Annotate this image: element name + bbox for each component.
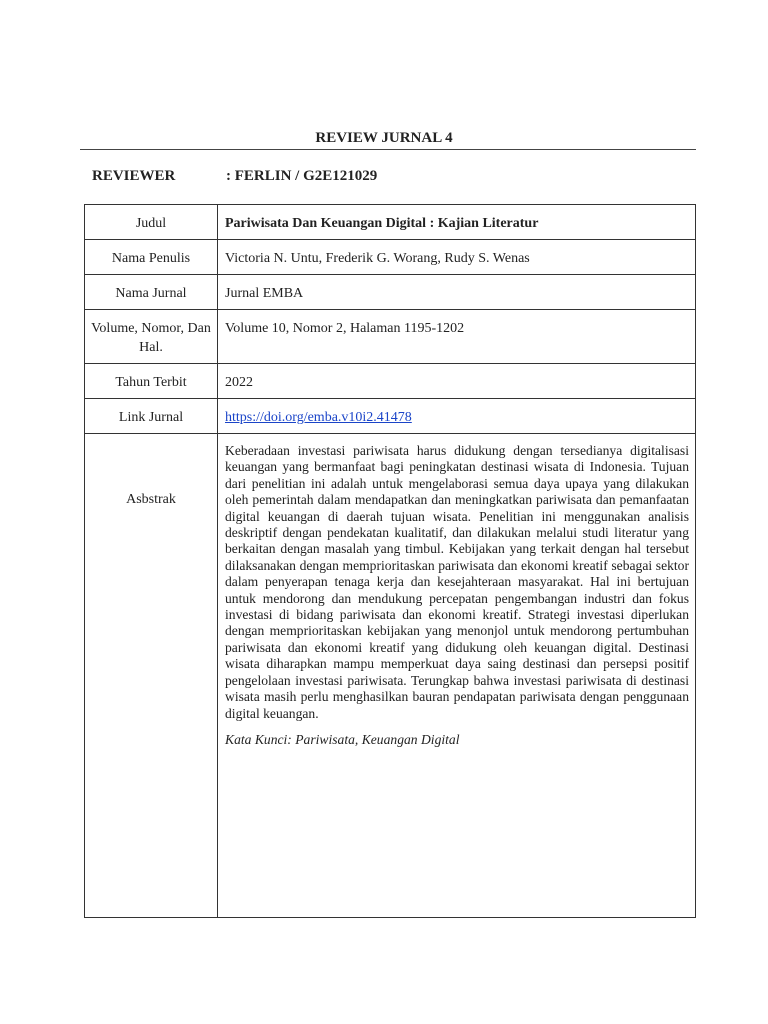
reviewer-label: REVIEWER (92, 168, 176, 184)
row-label-link-jurnal: Link Jurnal (85, 399, 218, 434)
abstract-text: Keberadaan investasi pariwisata harus didukung dengan tersedianya digitalisasi keuangan yang bermanfaat bagi peningkatan destinasi wisata di Indonesia. Tujuan dari penelitian ini adalah untuk mengelaborasi semua daya upaya yang dilakukan oleh pemerintah dalam mendapatkan dan meningkatkan pariwisata dan pemanfaatan digital keuangan di daerah tujuan wisata. Penelitian ini menggunakan analisis deskriptif dengan pendekatan kualitatif, dan dilakukan melalui studi literatur yang berkaitan dengan masalah yang timbul. Kebijakan yang terkait dengan hal tersebut dilaksanakan dengan memprioritaskan pariwisata dan ekonomi kreatif sebagai sektor dalam penyerapan tenaga kerja dan kesejahteraan masyarakat. Hal ini bertujuan untuk mendorong dan mendukung percepatan pengembangan industri dan fokus investasi di bidang pariwisata dan ekonomi kreatif. Strategi investasi diperlukan dengan memprioritaskan kebijakan yang menonjol untuk mendorong pertumbuhan pariwisata dan ekonomi kreatif yang didukung oleh keuangan digital. Destinasi wisata diharapkan mampu memperkuat daya saing destinasi dan persepsi positif pengelolaan investasi pariwisata. Terungkap bahwa investasi pariwisata di destinasi wisata masih perlu menghasilkan bauran pendapatan pariwisata dengan penggunaan digital keuangan. (225, 443, 689, 721)
row-value-nama-jurnal: Jurnal EMBA (218, 275, 696, 310)
row-value-abstrak (218, 434, 696, 918)
table-row-abstrak (85, 434, 696, 918)
row-value-nama-penulis: Victoria N. Untu, Frederik G. Worang, Rudy S. Wenas (218, 240, 696, 275)
row-label-nama-jurnal: Nama Jurnal (85, 275, 218, 310)
reviewer-value: : FERLIN / G2E121029 (226, 168, 378, 184)
review-table (84, 204, 696, 918)
table-row-link-jurnal (85, 399, 696, 434)
row-label-nama-penulis: Nama Penulis (85, 240, 218, 275)
table-row-nama-jurnal (85, 275, 696, 310)
table-row-tahun-terbit (85, 364, 696, 399)
reviewer-line (92, 168, 378, 185)
table-row-nama-penulis (85, 240, 696, 275)
keywords-text: Kata Kunci: Pariwisata, Keuangan Digital (225, 731, 460, 747)
document-title: REVIEW JURNAL 4 (315, 130, 453, 146)
row-label-tahun-terbit: Tahun Terbit (85, 364, 218, 399)
journal-link[interactable]: https://doi.org/emba.v10i2.41478 (225, 410, 412, 425)
row-value-volume: Volume 10, Nomor 2, Halaman 1195-1202 (218, 310, 696, 364)
title-divider (80, 149, 696, 150)
row-label-judul: Judul (85, 205, 218, 240)
row-value-link-jurnal (218, 399, 696, 434)
row-value-tahun-terbit: 2022 (218, 364, 696, 399)
row-value-judul: Pariwisata Dan Keuangan Digital : Kajian Literatur (218, 205, 696, 240)
table-row-judul (85, 205, 696, 240)
row-label-volume: Volume, Nomor, Dan Hal. (85, 310, 218, 364)
row-label-abstrak: Asbstrak (85, 434, 218, 918)
table-row-volume (85, 310, 696, 364)
